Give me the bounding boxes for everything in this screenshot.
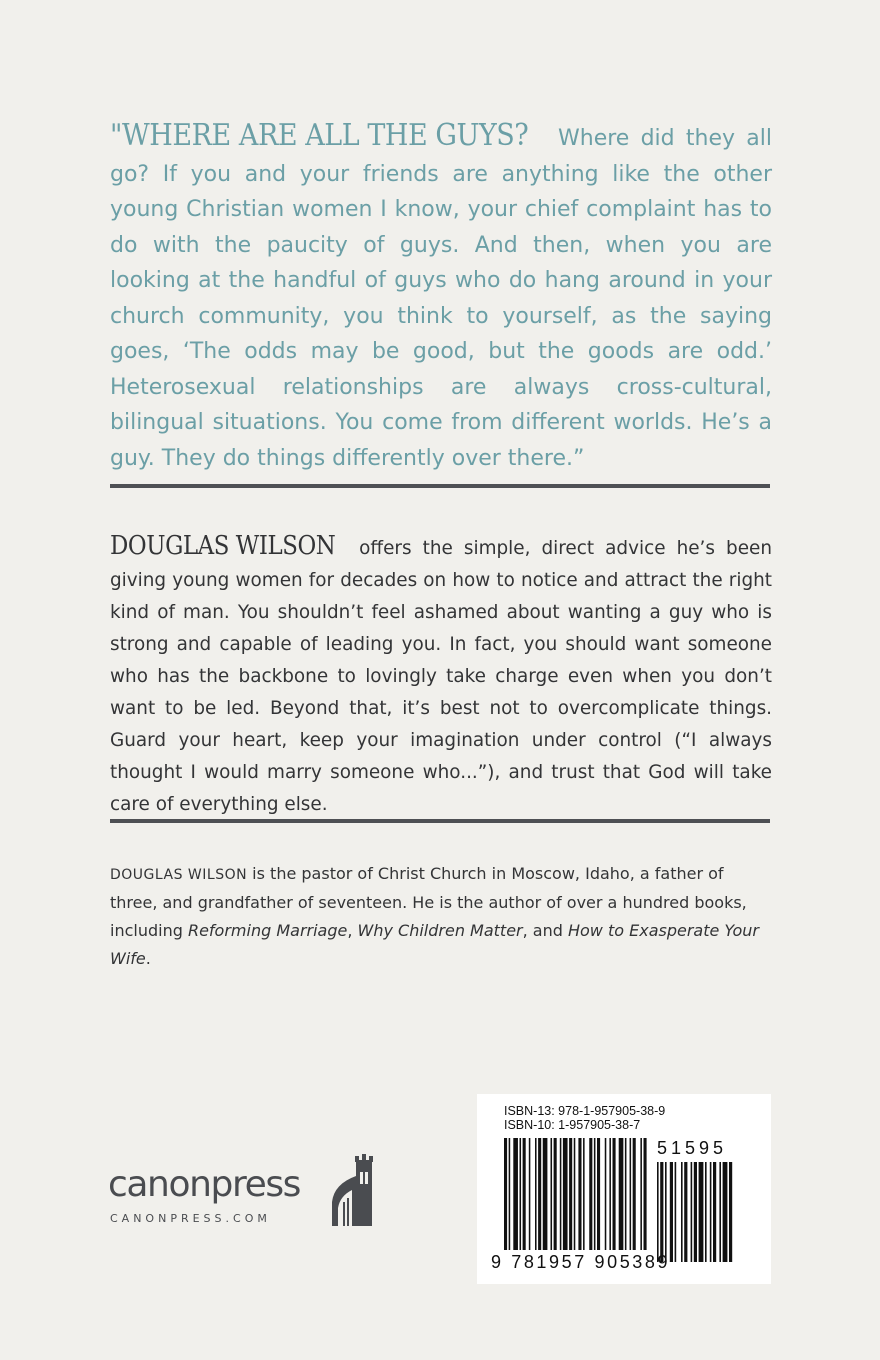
description-author-name: DOUGLAS WILSON [110, 531, 336, 561]
publisher-logo [108, 1152, 388, 1232]
bio-book-2: Why Children Matter [357, 921, 523, 940]
bio-sep-1: , [347, 921, 358, 940]
publisher-wordmark: canonpress [108, 1164, 301, 1205]
isbn-13: ISBN-13: 978-1-957905-38-9 [504, 1104, 666, 1118]
publisher-url: CANONPRESS.COM [110, 1212, 271, 1225]
church-tower-icon [332, 1152, 376, 1226]
barcode-digits: 9 781957 905389 [491, 1252, 671, 1272]
pull-quote-body: Where did they all go? If you and your friends are anything like the other young Christian women I know, your chief complaint has to do with the paucity of guys. And then, when you are looking at the handful of guys who do hang around in your church community, you think to yourself, as the saying goes, ‘The odds may be good, but the goods are odd.’ Heterosexual relationships are always cross-cultural, bilingual situations. You come from different worlds. He’s a guy. They do things differently over there.” [110, 126, 772, 471]
description-body: offers the simple, direct advice he’s been giving young women for decades on how to notice and attract the right kind of man. You shouldn’t feel ashamed about wanting a guy who is strong and capable of leading you. In fact, you should want someone who has the backbone to lovingly take charge even when you don’t want to be led. Beyond that, it’s best not to overcomplicate things. Guard your heart, keep your imagination under control (“I always thought I would marry someone who...”), and trust that God will take care of everything else. [110, 538, 772, 815]
divider-top [110, 484, 770, 488]
barcode-panel [477, 1094, 771, 1284]
author-bio [110, 860, 772, 973]
bio-end: . [145, 949, 151, 968]
pull-quote-lead: "WHERE ARE ALL THE GUYS? [110, 118, 529, 153]
bio-book-1: Reforming Marriage [187, 921, 348, 940]
divider-bottom [110, 819, 770, 823]
bio-book-3: How to Exasperate Your Wife [110, 921, 759, 968]
book-description [110, 530, 772, 821]
bio-text: is the pastor of Christ Church in Moscow, Idaho, a father of three, and grandfather of seventeen. He is the author of over a hundred books, including [110, 864, 747, 940]
isbn-10: ISBN-10: 1-957905-38-7 [504, 1118, 641, 1132]
price-code: 51595 [657, 1138, 728, 1158]
bio-sep-2: , and [522, 921, 568, 940]
pull-quote [110, 118, 772, 476]
bio-author-name: DOUGLAS WILSON [110, 867, 248, 883]
